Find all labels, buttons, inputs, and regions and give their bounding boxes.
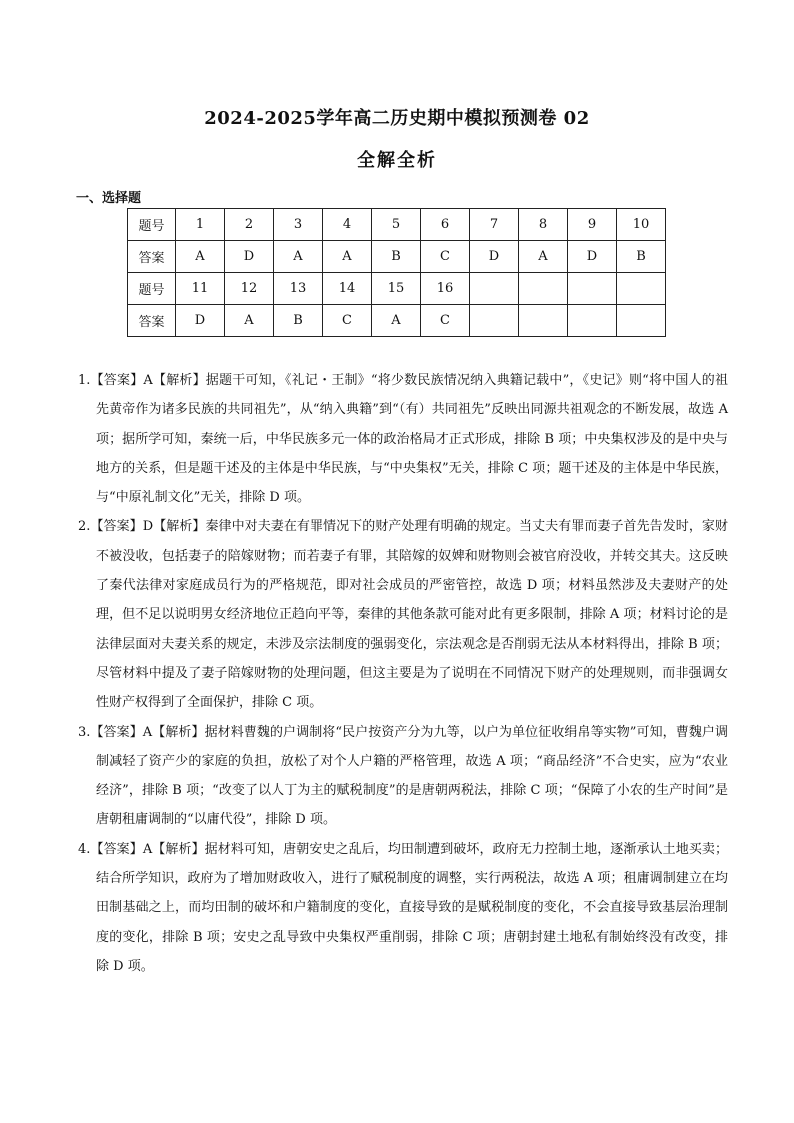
table-cell xyxy=(519,273,568,305)
table-cell: C xyxy=(421,241,470,273)
table-cell: C xyxy=(323,305,372,337)
table-cell: A xyxy=(274,241,323,273)
table-cell: 9 xyxy=(568,209,617,241)
page-subtitle: 全解全析 xyxy=(357,150,437,171)
table-cell xyxy=(617,273,666,305)
table-cell: 1 xyxy=(176,209,225,241)
table-cell: A xyxy=(323,241,372,273)
table-cell: 16 xyxy=(421,273,470,305)
table-cell xyxy=(519,305,568,337)
table-cell: 10 xyxy=(617,209,666,241)
section-heading: 一、选择题 xyxy=(76,191,142,206)
question-explanation: 2.【答案】D【解析】秦律中对夫妻在有罪情况下的财产处理有明确的规定。当丈夫有罪而妻子首先告发时，家财不被没收，包括妻子的陪嫁财物；而若妻子有罪，其陪嫁的奴婢和财物则会被官府没收，并转交其夫。这反映了秦代法律对家庭成员行为的严格规范，即对社会成员的严密管控，故选 D 项；材料虽然涉及夫妻财产的处理，但不足以说明男女经济地位正趋向平等，秦律的其他条款可能对此有更多限制，排除 A 项；材料讨论的是法律层面对夫妻关系的规定，未涉及宗法制度的强弱变化，宗法观念是否削弱无法从本材料得出，排除 B 项；尽管材料中提及了妻子陪嫁财物的处理问题，但这主要是为了说明在不同情况下财产的处理规则，而非强调女性财产权得到了全面保护，排除 C 项。 xyxy=(78,519,728,711)
table-cell: 8 xyxy=(519,209,568,241)
table-cell: C xyxy=(421,305,470,337)
table-cell: 15 xyxy=(372,273,421,305)
question-explanation: 3.【答案】A【解析】据材料曹魏的户调制将“民户按资产分为九等，以户为单位征收绢帛等实物”可知，曹魏户调制减轻了资产少的家庭的负担，放松了对个人户籍的严格管理，故选 A 项；“商品经济”不合史实，应为“农业经济”，排除 B 项；“改变了以人丁为主的赋税制度”的是唐朝两税法，排除 C 项；“保障了小农的生产时间”是唐朝租庸调制的“以庸代役”，排除 D 项。 xyxy=(78,724,728,828)
page-title: 2024-2025学年高二历史期中模拟预测卷 02 xyxy=(204,108,590,129)
table-cell xyxy=(568,305,617,337)
table-cell: 答案 xyxy=(128,241,176,273)
table-cell xyxy=(617,305,666,337)
table-cell: 题号 xyxy=(128,209,176,241)
table-cell: 6 xyxy=(421,209,470,241)
table-cell: 答案 xyxy=(128,305,176,337)
table-cell: D xyxy=(225,241,274,273)
table-cell: 2 xyxy=(225,209,274,241)
table-cell: B xyxy=(617,241,666,273)
question-list xyxy=(78,366,728,981)
answer-table xyxy=(127,208,666,337)
table-cell: D xyxy=(176,305,225,337)
table-cell: 11 xyxy=(176,273,225,305)
table-cell: D xyxy=(470,241,519,273)
table-cell: B xyxy=(372,241,421,273)
table-cell: 13 xyxy=(274,273,323,305)
table-cell: A xyxy=(519,241,568,273)
table-cell: 4 xyxy=(323,209,372,241)
table-cell: 5 xyxy=(372,209,421,241)
question-explanation: 4.【答案】A【解析】据材料可知，唐朝安史之乱后，均田制遭到破坏，政府无力控制土地，逐渐承认土地买卖；结合所学知识，政府为了增加财政收入，进行了赋税制度的调整，实行两税法，故选 A 项；租庸调制建立在均田制基础之上，而均田制的破坏和户籍制度的变化，直接导致的是赋税制度的变化，不会直接导致基层治理制度的变化，排除 B 项；安史之乱导致中央集权严重削弱，排除 C 项；唐朝封建土地私有制始终没有改变，排除 D 项。 xyxy=(78,841,728,974)
table-row xyxy=(128,209,666,241)
question-explanation: 1.【答案】A【解析】据题干可知，《礼记・王制》“将少数民族情况纳入典籍记载中”，《史记》则“将中国人的祖先黄帝作为诸多民族的共同祖先”，从“纳入典籍”到“（有）共同祖先”反映出同源共祖观念的不断发展，故选 A 项；据所学可知，秦统一后，中华民族多元一体的政治格局才正式形成，排除 B 项；中央集权涉及的是中央与地方的关系，但是题干述及的主体是中华民族，与“中央集权”无关，排除 C 项；题干述及的主体是中华民族，与“中原礼制文化”无关，排除 D 项。 xyxy=(78,373,728,506)
table-cell: 题号 xyxy=(128,273,176,305)
table-cell xyxy=(470,305,519,337)
table-cell: 3 xyxy=(274,209,323,241)
table-row xyxy=(128,273,666,305)
table-cell: B xyxy=(274,305,323,337)
table-cell: D xyxy=(568,241,617,273)
table-cell: 7 xyxy=(470,209,519,241)
table-cell: A xyxy=(225,305,274,337)
table-cell xyxy=(568,273,617,305)
table-cell: A xyxy=(372,305,421,337)
table-cell xyxy=(470,273,519,305)
table-cell: A xyxy=(176,241,225,273)
table-row xyxy=(128,305,666,337)
table-cell: 12 xyxy=(225,273,274,305)
table-cell: 14 xyxy=(323,273,372,305)
table-row xyxy=(128,241,666,273)
